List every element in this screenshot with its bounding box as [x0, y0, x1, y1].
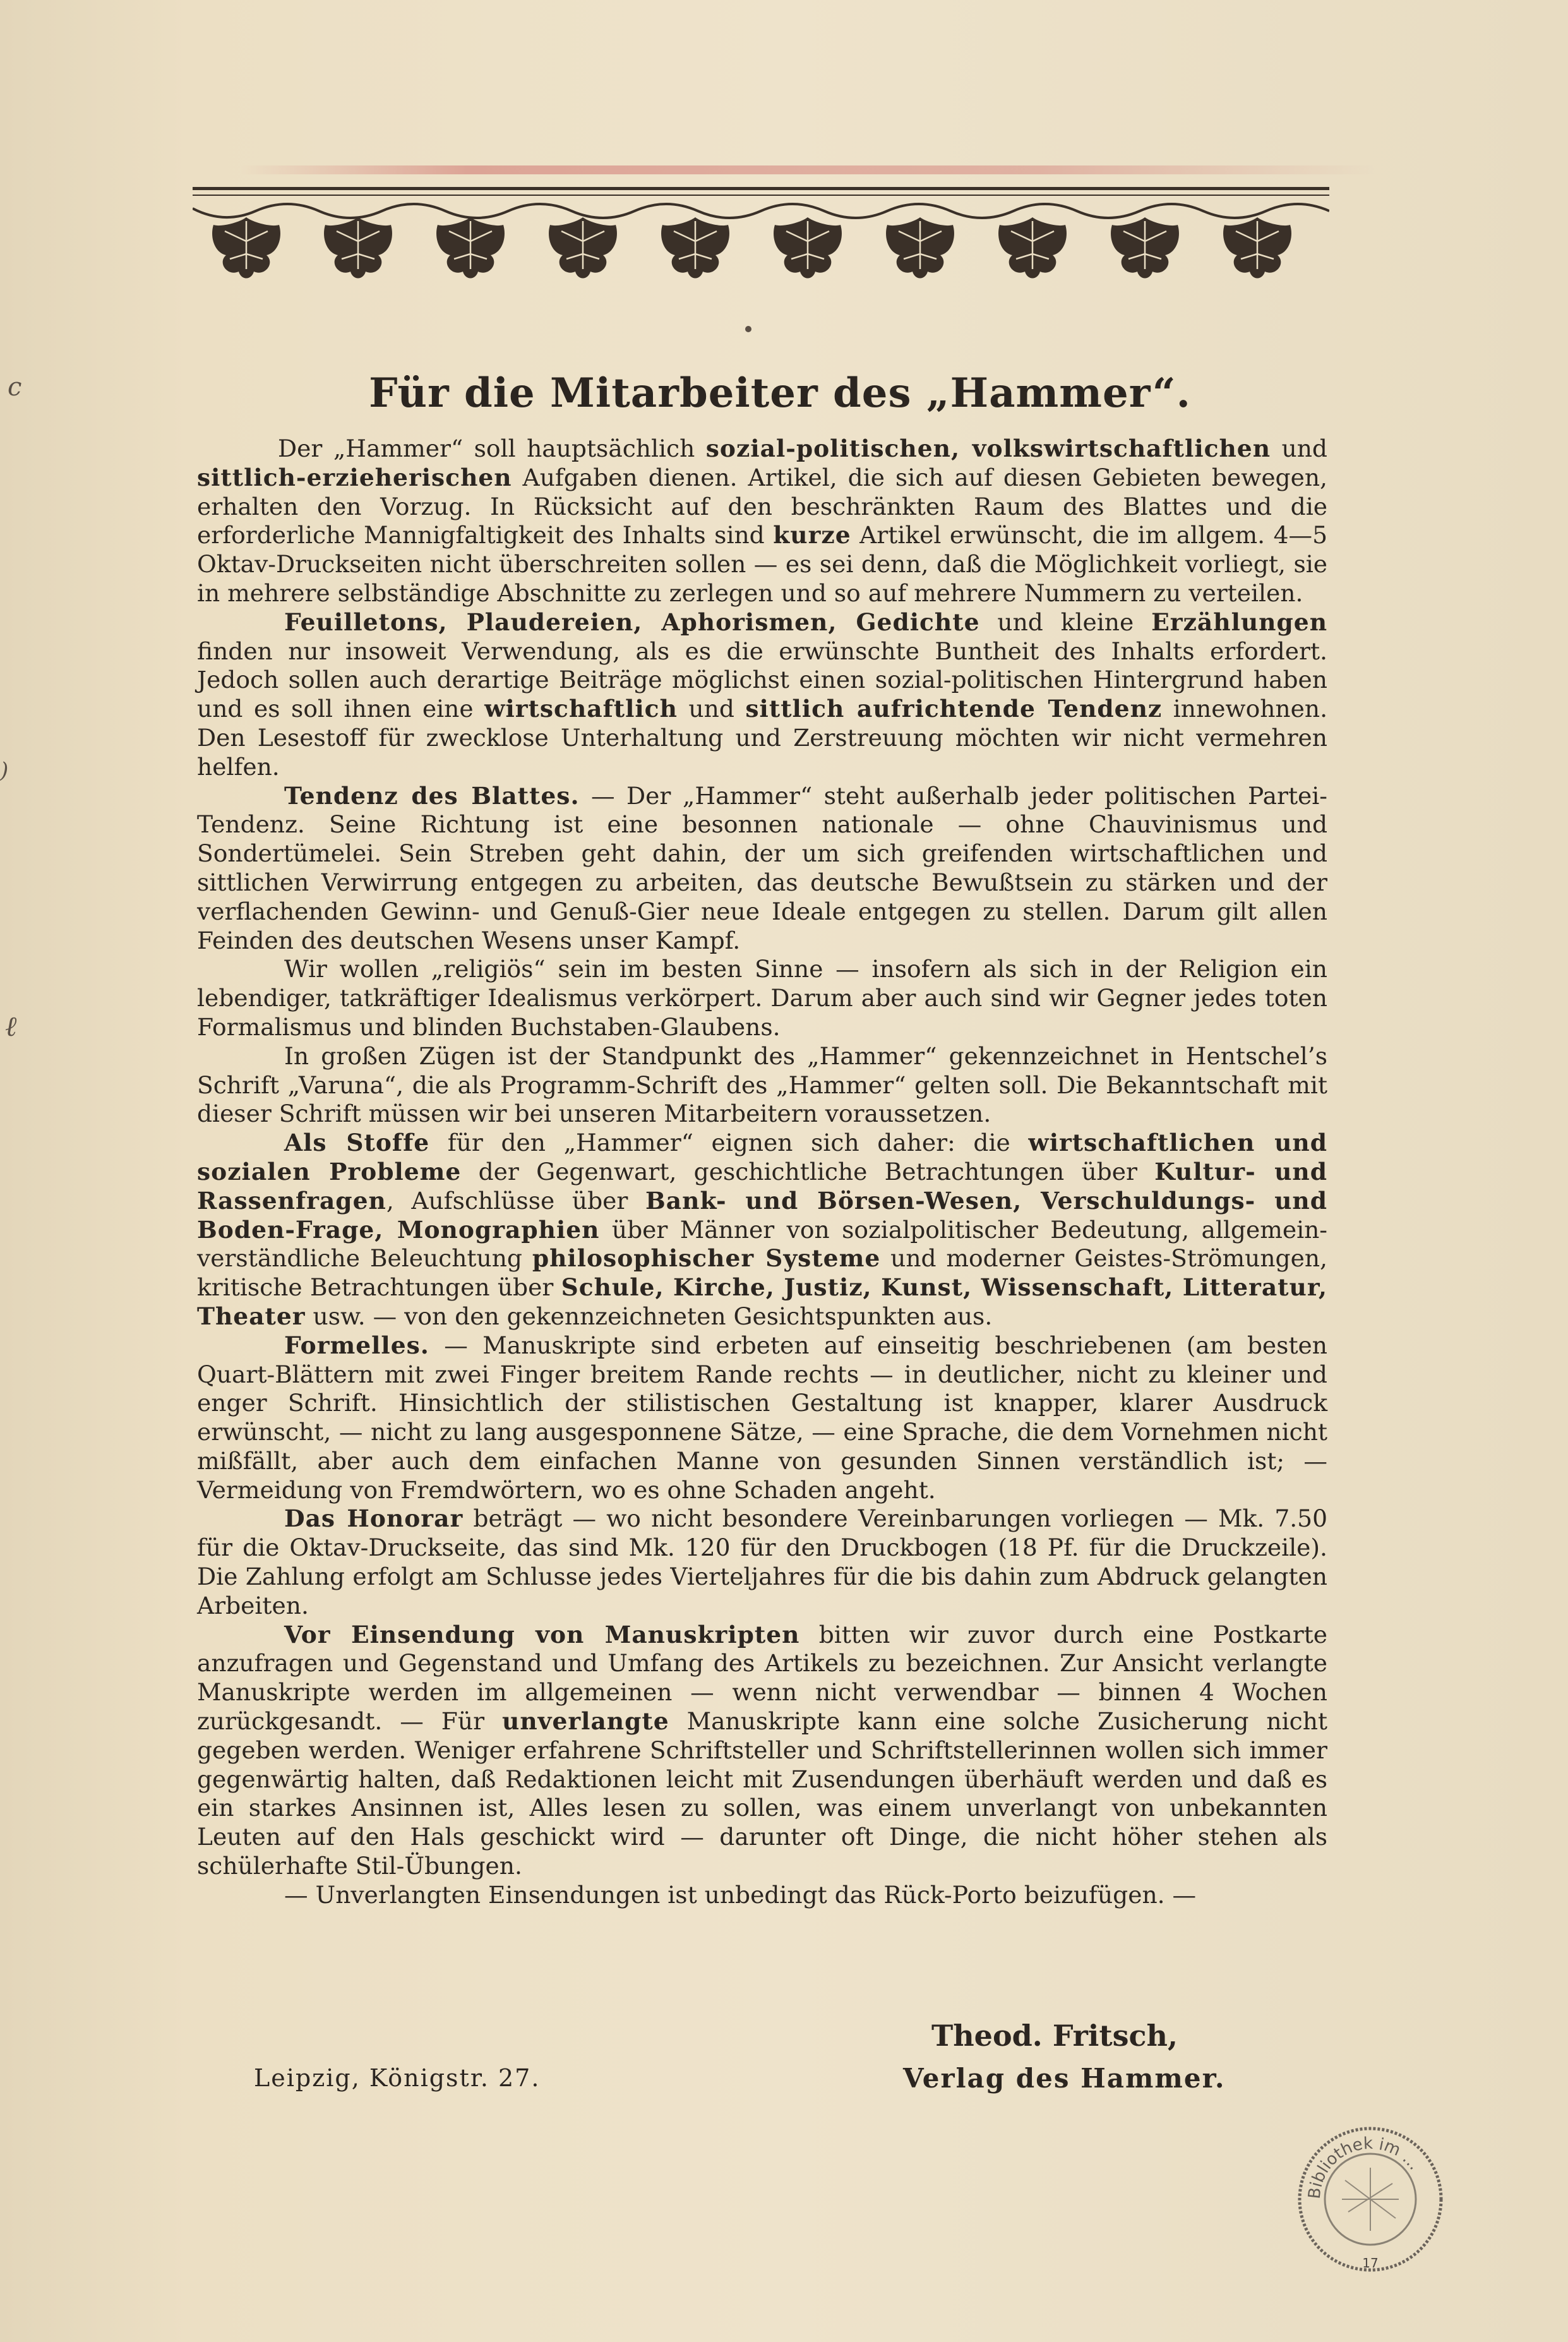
emphasized-text: Als Stoffe: [284, 1129, 430, 1157]
paragraph: [197, 1881, 1327, 1910]
paragraph: [197, 1621, 1327, 1881]
emphasized-text: kurze: [773, 521, 851, 549]
text-run: , Aufschlüsse über: [386, 1186, 646, 1215]
text-run: Aufgaben dienen. Artikel, die sich auf diesen Gebieten bewegen, erhalten den Vorzug. In Rücksicht auf den beschränkten Raum des Blattes und die erforderliche Mannigfaltigkeit des Inhalts sind: [197, 463, 1327, 549]
text-run: und kleine: [979, 608, 1152, 636]
publisher-name: Verlag des Hammer.: [903, 2063, 1226, 2094]
emphasized-text: Erzählungen: [1151, 608, 1328, 636]
leaf-border-ornament: [193, 187, 1329, 294]
paragraph: [197, 435, 1327, 608]
emphasized-text: sittlich-erzieherischen: [197, 463, 512, 491]
ivy-leaf-ornament-icon: [193, 200, 1329, 294]
text-run: In großen Zügen ist der Standpunkt des „Hammer“ gekennzeichnet in Hentschel’s Schrift „Varuna“, die als Programm-Schrift des „Hammer“ gelten soll. Die Bekanntschaft mit dieser Schrift müssen wir bei unseren Mitarbeitern voraussetzen.: [197, 1042, 1327, 1128]
text-run: — Manuskripte sind erbeten auf einseitig beschriebenen (am besten Quart-Blättern mit zwei Finger breitem Rande rechts — in deutlicher, nicht zu kleiner und enger Schrift. Hinsichtlich der stilistischen Gestaltung ist knapper, klarer Ausdruck erwünscht, — nicht zu lang ausgesponnene Sätze, — eine Sprache, die dem Vornehmen nicht mißfällt, aber auch dem einfachen Manne von gesunden Sinnen verständlich ist; — Vermeidung von Fremdwörtern, wo es ohne Schaden angeht.: [197, 1331, 1327, 1504]
text-run: innewohnen. Den Lesestoff für zwecklose Unterhaltung und Zerstreuung möchten wir nicht vermehren helfen.: [197, 695, 1328, 781]
paragraph: [197, 1129, 1327, 1331]
text-run: — Unverlangten Einsendungen ist unbedingt das Rück-Porto beizufügen. —: [284, 1880, 1197, 1909]
emphasized-text: wirtschaftlich: [484, 695, 678, 723]
paragraph: [197, 1331, 1327, 1505]
paragraph: [197, 955, 1327, 1042]
page-title: Für die Mitarbeiter des „Hammer“.: [369, 369, 1191, 417]
publisher-address: Leipzig, Königstr. 27.: [254, 2064, 541, 2092]
text-run: bitten wir zuvor durch eine Postkarte anzufragen und Gegenstand und Umfang des Artikels zu bezeichnen. Zur Ansicht verlangte Manuskripte werden im allgemeinen — wenn nicht verwendbar — binnen 4 Wochen zurückgesandt. — Für: [197, 1620, 1328, 1736]
svg-text:Bibliothek im ...: [1305, 2134, 1424, 2200]
emphasized-text: wirtschaftlichen und sozialen Probleme: [197, 1129, 1328, 1186]
text-run: der Gegenwart, geschichtliche Betrachtungen über: [461, 1157, 1155, 1186]
stamp-number: 17: [1362, 2255, 1379, 2271]
text-run: usw. — von den gekennzeichneten Gesichtspunkten aus.: [305, 1302, 993, 1330]
border-rule: [193, 187, 1329, 190]
text-run: für den „Hammer“ eignen sich daher: die: [429, 1129, 1029, 1157]
library-stamp: [1288, 2117, 1452, 2281]
closing-block: [0, 2019, 1568, 2101]
text-run: Der „Hammer“ soll hauptsächlich: [278, 435, 706, 462]
margin-mark: ): [0, 758, 9, 783]
border-rule: [193, 195, 1329, 196]
margin-mark: ⅽ: [8, 373, 22, 402]
margin-mark: ℓ: [5, 1011, 17, 1043]
text-run: und: [1271, 435, 1327, 462]
ink-stain: [240, 165, 1377, 174]
emphasized-text: Feuilletons, Plaudereien, Aphorismen, Gedichte: [284, 608, 980, 636]
emphasized-text: Schule, Kirche, Justiz, Kunst, Wissenschaft, Litteratur, Theater: [197, 1273, 1327, 1330]
text-run: über Männer von sozialpolitischer Bedeutung, allgemein-verständliche Beleuchtung: [197, 1215, 1327, 1273]
emphasized-text: Bank- und Börsen-Wesen, Verschuldungs- und Boden-Frage, Monographien: [197, 1186, 1327, 1244]
text-run: und: [677, 695, 746, 723]
stamp-text: Bibliothek im ...: [1305, 2134, 1424, 2200]
text-run: Wir wollen „religiös“ sein im besten Sinne — insofern als sich in der Religion ein lebendiger, tatkräftiger Idealismus verkörpert. Darum aber auch sind wir Gegner jedes toten Formalismus und blinden Buchstaben-Glaubens.: [197, 955, 1327, 1041]
emphasized-text: Kultur- und Rassenfragen: [197, 1157, 1327, 1215]
emphasized-text: Vor Einsendung von Manuskripten: [284, 1620, 800, 1648]
signature: Theod. Fritsch,: [931, 2019, 1178, 2053]
text-run: beträgt — wo nicht besondere Vereinbarungen vorliegen — Mk. 7.50 für die Oktav-Druckseite, das sind Mk. 120 für den Druckbogen (18 Pf. für die Druckzeile). Die Zahlung erfolgt am Schlusse jedes Vierteljahres für die bis dahin zum Abdruck gelangten Arbeiten.: [197, 1504, 1328, 1619]
text-run: Manuskripte kann eine solche Zusicherung nicht gegeben werden. Weniger erfahrene Schriftsteller und Schriftstellerinnen wollen sich immer gegenwärtig halten, daß Redaktionen leicht mit Zusendungen überhäuft werden und daß es ein starkes Ansinnen ist, Alles lesen zu sollen, was einem unverlangt von unbekannten Leuten auf den Hals geschickt wird — darunter oft Dinge, die nicht höher stehen als schülerhafte Stil-Übungen.: [197, 1707, 1327, 1880]
emphasized-text: Formelles.: [284, 1331, 429, 1359]
emphasized-text: Tendenz des Blattes.: [284, 781, 580, 810]
paragraph: [197, 1504, 1327, 1620]
paragraph: [197, 782, 1327, 956]
paragraph: [197, 608, 1327, 782]
emphasized-text: sozial-politischen, volkswirtschaftlichen: [705, 435, 1271, 462]
ornament-dot: [745, 326, 751, 332]
text-run: und moderner Geistes-Strömungen, kritische Betrachtungen über: [197, 1244, 1327, 1302]
emphasized-text: unverlangte: [502, 1707, 669, 1736]
text-run: Artikel erwünscht, die im allgem. 4—5 Oktav-Druckseiten nicht überschreiten sollen — es sei denn, daß die Möglichkeit vorliegt, sie in mehrere selbständige Abschnitte zu zerlegen und so auf mehrere Nummern zu verteilen.: [197, 521, 1327, 607]
emphasized-text: philosophischer Systeme: [532, 1244, 881, 1273]
article-body: [197, 435, 1327, 1910]
paragraph: [197, 1042, 1327, 1129]
text-run: finden nur insoweit Verwendung, als es die erwünschte Buntheit des Inhalts erfordert. Jedoch sollen auch derartige Beiträge möglichst einen sozial-politischen Hintergrund haben und es soll ihnen eine: [197, 637, 1327, 723]
emphasized-text: Das Honorar: [284, 1504, 464, 1533]
emphasized-text: sittlich aufrichtende Tendenz: [745, 695, 1163, 723]
text-run: — Der „Hammer“ steht außerhalb jeder politischen Partei-Tendenz. Seine Richtung ist eine besonnen nationale — ohne Chauvinismus und Sondertümelei. Sein Streben geht dahin, der um sich greifenden wirtschaftlichen und sittlichen Verwirrung entgegen zu arbeiten, das deutsche Bewußtsein zu stärken und der verflachenden Gewinn- und Genuß-Gier neue Ideale entgegen zu stellen. Darum gilt allen Feinden des deutschen Wesens unser Kampf.: [197, 781, 1327, 954]
